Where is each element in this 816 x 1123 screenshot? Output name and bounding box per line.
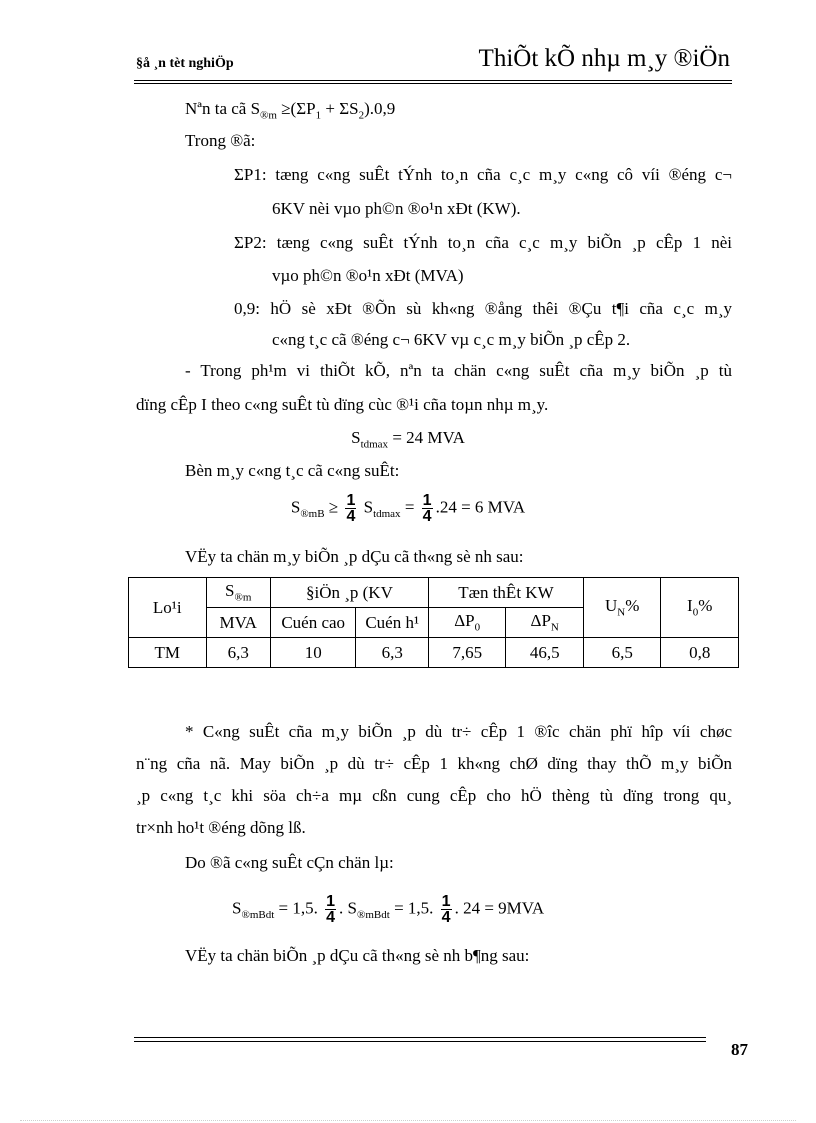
text-choose-reserve-transformer: VËy ta chän biÕn ¸p dÇu cã th«ng sè nh b¶ng sau: <box>185 946 530 965</box>
text-trong-do: Trong ®ã: <box>185 131 256 150</box>
table-header-dpn <box>506 608 584 638</box>
fraction-one-quarter <box>345 493 356 524</box>
formula-sdmb: $S_{®mB}$ ≥ $\frac{1}{4}$ $S_{tdmax}$ = $\frac{1}{4}$ .24 = 6 MVA <box>290 492 526 525</box>
definition-sum-p2-cont: vµo ph©n ®o¹n xÐt (MVA) <box>272 266 464 285</box>
symbol-s: S <box>351 428 361 447</box>
header-un-symbol: U <box>604 596 618 616</box>
paragraph-reserve-2 <box>136 754 732 774</box>
paragraph-scope <box>185 361 732 381</box>
table-header-un <box>583 578 661 638</box>
fraction-one-quarter <box>441 894 452 925</box>
table-row <box>129 638 739 668</box>
header-dp-symbol: ΔP <box>454 611 475 631</box>
fraction-denominator: 4 <box>346 508 356 525</box>
table-header-voltage: §iÖn ¸p (KV <box>270 578 428 608</box>
text-capacity-needed: Do ®ã c«ng suÊt cÇn chän lµ: <box>185 853 394 872</box>
header-type-label: Lo¹i <box>152 597 182 617</box>
symbol-s: S <box>250 99 261 118</box>
table-cell: 6,5 <box>583 638 661 668</box>
header-dp0-sub: 0 <box>474 621 481 634</box>
definition-sum-p2-text: ΣP2: tæng c«ng suÊt tÝnh to¸n cña c¸c m¸y biÕn ¸p cÊp 1 nèi <box>234 233 732 252</box>
table-header-sdm <box>206 578 270 608</box>
header-dpn-sub: N <box>550 621 559 634</box>
fraction-denominator: 4 <box>422 508 432 525</box>
page-number: 87 <box>731 1040 748 1059</box>
paragraph-reserve-4: tr×nh ho¹t ®éng dõng lß. <box>136 818 306 837</box>
symbol-s: S <box>347 898 357 918</box>
definition-sum-p1-cont: 6KV nèi vµo ph©n ®o¹n xÐt (KW). <box>272 199 521 218</box>
fraction-denominator: 4 <box>326 909 336 926</box>
sub-tdmax: tdmax <box>360 438 389 451</box>
symbol-sigma: Σ <box>296 99 307 118</box>
table-header-lv-winding: Cuén h¹ <box>356 608 428 638</box>
header-dp-symbol: ΔP <box>530 611 551 631</box>
paragraph-reserve-2-text: n¨ng cña nã. May biÕn ¸p dù tr÷ cÊp 1 kh«ng chØ dïng thay thÕ m¸y biÕn <box>136 754 732 773</box>
formula-sdmbdt: $S_{®mBdt} = 1,5$. $\frac{1}{4}$ . $S_{®mBdt} = 1,5$. $\frac{1}{4}$ . 24 = 9MVA <box>232 893 545 926</box>
formula-stdmax: $S_{tdmax} = 24$ MVA <box>351 428 465 451</box>
symbol-s: S <box>349 99 359 118</box>
symbol-p: P <box>306 99 316 118</box>
header-un-sub: N <box>617 606 626 619</box>
definition-factor-text: 0,9: hÖ sè xÐt ®Õn sù kh«ng ®ång thêi ®Çu t¶i cña c¸c m¸y <box>234 299 732 318</box>
table-cell: 6,3 <box>356 638 428 668</box>
table-header-dp0 <box>428 608 506 638</box>
header-rule-inner <box>134 83 732 84</box>
sub-dmbdt: ®mBdt <box>241 908 275 921</box>
text-choose-transformer: VËy ta chän m¸y biÕn ¸p dÇu cã th«ng sè nh sau: <box>185 547 524 566</box>
header-i0-sub: 0 <box>692 606 699 619</box>
symbol-s: S <box>232 898 242 918</box>
paragraph-reserve-3-text: ¸p c«ng t¸c khi söa ch÷a mµ cßn cung cÊp cho hÖ thèng tù dïng trong qu¸ <box>136 786 732 805</box>
sub-dmb: ®mB <box>300 507 325 520</box>
table-cell: 46,5 <box>506 638 584 668</box>
table-cell: 7,65 <box>428 638 506 668</box>
fraction-numerator: 1 <box>441 893 451 910</box>
paragraph-reserve-1 <box>185 722 732 742</box>
header-sdm-sub: ®m <box>234 591 252 604</box>
table-cell: TM <box>129 638 207 668</box>
footer-rule <box>134 1037 706 1038</box>
header-un-pct: % <box>625 596 640 616</box>
definition-factor-cont: c«ng t¸c cã ®éng c¬ 6KV vµ c¸c m¸y biÕn ¸p cÊp 2. <box>272 330 631 349</box>
definition-sum-p1-text: ΣP1: tæng c«ng suÊt tÝnh to¸n cña c¸c m¸y c«ng cô víi ®éng c¬ <box>234 165 732 184</box>
table-cell: 6,3 <box>206 638 270 668</box>
sub-2: 2 <box>358 109 365 122</box>
fraction-numerator: 1 <box>346 492 356 509</box>
paragraph-reserve-1-text: * C«ng suÊt cña m¸y biÕn ¸p dù tr÷ cÊp 1 ®îc chän phï hîp víi chøc <box>185 722 732 741</box>
page-edge-dots <box>20 1120 796 1121</box>
paragraph-scope-cont: dïng cÊp I theo c«ng suÊt tù dïng cùc ®¹i cña toµn nhµ m¸y. <box>136 395 549 414</box>
sub-dm: ®m <box>260 109 277 122</box>
sub-dmbdt: ®mBdt <box>357 908 390 921</box>
sub-tdmax: tdmax <box>373 507 401 520</box>
header-i0-symbol: I <box>687 596 693 616</box>
formula-sdm-condition: Nªn ta cã $S_{®m} \ge(\Sigma P_1 + \Sigma S_2).0,9$ <box>185 99 396 122</box>
table-header-i0 <box>661 578 739 638</box>
table-header-mva: MVA <box>206 608 270 638</box>
header-chapter-title: §å ¸n tèt nghiÖp <box>136 56 234 71</box>
paragraph-scope-text: - Trong ph¹m vi thiÕt kÕ, nªn ta chän c«ng suÊt cña m¸y biÕn ¸p tù <box>185 361 732 380</box>
symbol-s: S <box>363 497 374 517</box>
table-header-losses: Tæn thÊt KW <box>428 578 583 608</box>
fraction-numerator: 1 <box>326 893 336 910</box>
symbol-sigma: Σ <box>339 99 350 118</box>
table-cell: 10 <box>270 638 356 668</box>
fraction-denominator: 4 <box>441 909 451 926</box>
symbol-s: S <box>290 497 301 517</box>
table-header-hv-winding: Cuén cao <box>270 608 356 638</box>
header-i0-pct: % <box>698 596 713 616</box>
footer-rule-inner <box>134 1041 706 1042</box>
definition-sum-p2 <box>234 233 732 253</box>
table-cell: 0,8 <box>661 638 739 668</box>
definition-factor <box>234 299 732 319</box>
transformer-spec-table <box>128 577 739 668</box>
table-header-type <box>129 578 207 638</box>
header-sdm-symbol: S <box>225 581 235 601</box>
paragraph-reserve-3 <box>136 786 732 806</box>
fraction-numerator: 1 <box>422 492 432 509</box>
text-four-machines: Bèn m¸y c«ng t¸c cã c«ng suÊt: <box>185 461 400 480</box>
header-document-title: ThiÕt kÕ nhµ m¸y ®iÖn <box>478 45 730 72</box>
sub-1: 1 <box>315 109 322 122</box>
fraction-one-quarter <box>422 493 433 524</box>
fraction-one-quarter <box>325 894 336 925</box>
definition-sum-p1 <box>234 165 732 185</box>
header-rule <box>134 80 732 81</box>
